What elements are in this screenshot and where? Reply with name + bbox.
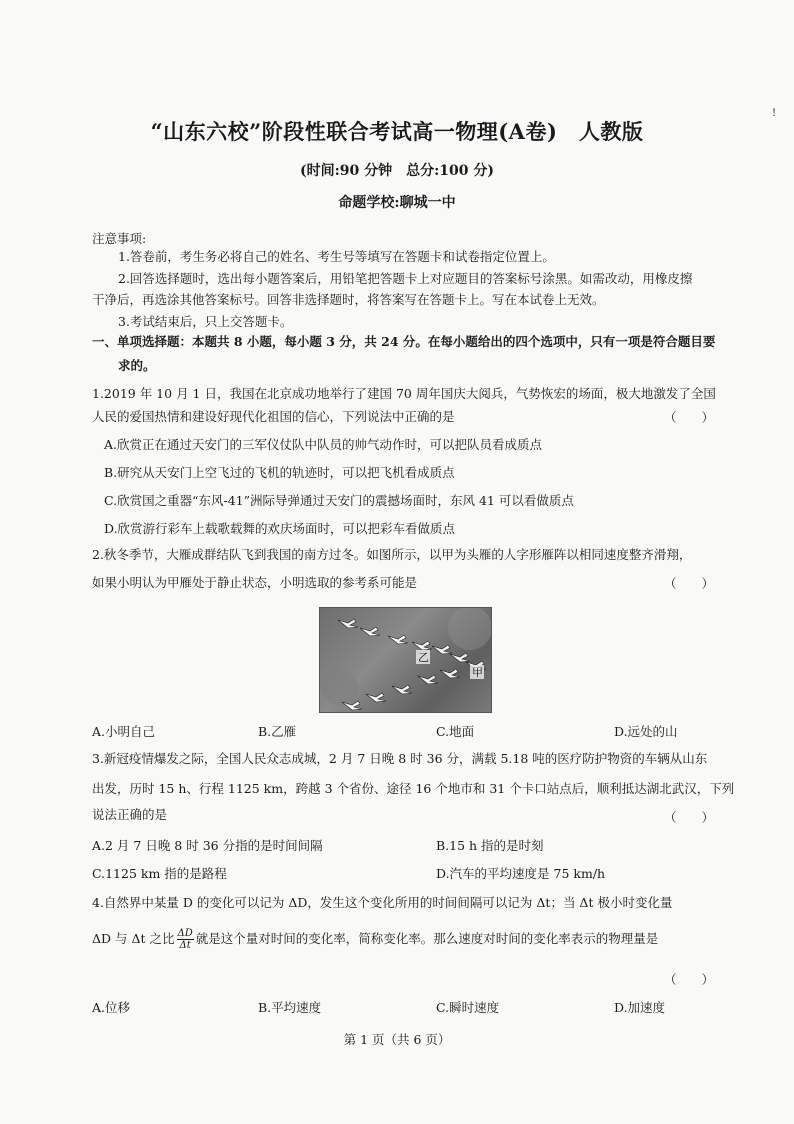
goose-formation-figure: [319, 607, 492, 713]
q3-option-a: A.2 月 7 日晚 8 时 36 分指的是时间间隔: [92, 838, 323, 853]
q1-option-a: A.欣赏正在通过天安门的三军仪仗队中队员的帅气动作时，可以把队员看成质点: [104, 437, 543, 452]
goose-3: [388, 635, 408, 644]
figure-label-yi: 乙: [418, 651, 429, 664]
q2-answer-blank: （ ）: [664, 576, 715, 591]
notes-item-1: 1.答卷前，考生务必将自己的姓名、考生号等填写在答题卡和试卷指定位置上。: [118, 249, 555, 264]
q4-ratio-fraction: [177, 928, 194, 951]
notes-item-2-line-2: 干净后，再选涂其他答案标号。回答非选择题时，将答案写在答题卡上。写在本试卷上无效。: [92, 292, 605, 307]
notes-item-2-line-1: 2.回答选择题时，选出每小题答案后，用铅笔把答题卡上对应题目的答案标号涂黑。如需改动，用橡皮擦: [118, 271, 693, 286]
section-1-heading-line-1: 一、单项选择题：本题共 8 小题，每小题 3 分，共 24 分。在每小题给出的四个选项中，只有一项是符合题目要: [92, 334, 716, 349]
q4-fraction-denominator: Δt: [179, 940, 191, 951]
q1-option-c: C.欣赏国之重器“东风-41”洲际导弹通过天安门的震撼场面时，东风 41 可以看做质点: [104, 493, 574, 508]
goose-8: [418, 675, 438, 684]
page-number-footer: 第 1 页（共 6 页）: [343, 1032, 451, 1047]
goose-5: [432, 645, 452, 654]
q1-answer-blank: （ ）: [664, 410, 715, 425]
q2-option-a: A.小明自己: [92, 724, 156, 739]
q4-stem-line-2: [92, 928, 722, 951]
q1-option-d: D.欣赏游行彩车上载歌载舞的欢庆场面时，可以把彩车看做质点: [104, 521, 456, 536]
notes-heading: 注意事项:: [92, 231, 147, 246]
q2-option-c: C.地面: [436, 724, 475, 739]
corner-mark: !: [772, 108, 777, 119]
exam-school: 命题学校:聊城一中: [338, 195, 456, 211]
q2-stem-line-1: 2.秋冬季节，大雁成群结队飞到我国的南方过冬。如图所示，以甲为头雁的人字形雁阵以相同速度整齐滑翔，: [92, 547, 692, 562]
notes-item-3: 3.考试结束后，只上交答题卡。: [118, 314, 293, 329]
q3-option-d: D.汽车的平均速度是 75 km/h: [436, 866, 606, 881]
q4-answer-blank: （ ）: [664, 972, 715, 987]
figure-label-jia: 甲: [472, 666, 483, 679]
exam-subtitle: (时间:90 分钟 总分:100 分): [299, 163, 495, 179]
q3-stem-line-2: 出发，历时 15 h、行程 1125 km，跨越 3 个省份、途径 16 个地市和 31 个卡口站点后，顺利抵达湖北武汉，下列: [92, 781, 735, 796]
q1-stem-line-2: 人民的爱国热情和建设好现代化祖国的信心，下列说法中正确的是: [92, 409, 455, 424]
q2-option-b: B.乙雁: [258, 724, 297, 739]
goose-9: [392, 685, 412, 694]
q3-option-b: B.15 h 指的是时刻: [436, 838, 544, 853]
goose-formation-drawing: [320, 608, 491, 712]
q4-option-d: D.加速度: [614, 1000, 666, 1015]
q4-fraction-numerator: ΔD: [177, 928, 193, 939]
q2-option-d: D.远处的山: [614, 724, 678, 739]
exam-title: “山东六校”阶段性联合考试高一物理(A卷) 人教版: [150, 119, 644, 144]
goose-7: [440, 669, 460, 678]
section-1-heading-line-2: 求的。: [118, 358, 156, 373]
q4-stem-line-2-post: 就是这个量对时间的变化率，简称变化率。那么速度对时间的变化率表示的物理量是: [195, 931, 659, 946]
q4-option-c: C.瞬时速度: [436, 1000, 500, 1015]
q4-stem-line-2-pre: ΔD 与 Δt 之比: [92, 931, 175, 946]
goose-1: [338, 619, 358, 628]
q2-stem-line-2: 如果小明认为甲雁处于静止状态，小明选取的参考系可能是: [92, 575, 418, 590]
q1-stem-line-1: 1.2019 年 10 月 1 日，我国在北京成功地举行了建国 70 周年国庆大阅兵，气势恢宏的场面，极大地激发了全国: [92, 386, 716, 401]
q1-option-b: B.研究从天安门上空飞过的飞机的轨迹时，可以把飞机看成质点: [104, 465, 455, 480]
q3-stem-line-1: 3.新冠疫情爆发之际，全国人民众志成城，2 月 7 日晚 8 时 36 分，满载 5.18 吨的医疗防护物资的车辆从山东: [92, 751, 708, 766]
q4-stem-line-1: 4.自然界中某量 D 的变化可以记为 ΔD，发生这个变化所用的时间间隔可以记为 Δt；当 Δt 极小时变化量: [92, 895, 673, 910]
q3-stem-line-3: 说法正确的是: [92, 807, 168, 822]
goose-4: [412, 641, 432, 650]
q3-answer-blank: （ ）: [664, 810, 715, 825]
goose-2: [360, 627, 380, 636]
q4-option-b: B.平均速度: [258, 1000, 322, 1015]
q4-option-a: A.位移: [92, 1000, 131, 1015]
goose-6: [450, 653, 470, 662]
goose-10: [366, 693, 386, 702]
q3-option-c: C.1125 km 指的是路程: [92, 866, 227, 881]
